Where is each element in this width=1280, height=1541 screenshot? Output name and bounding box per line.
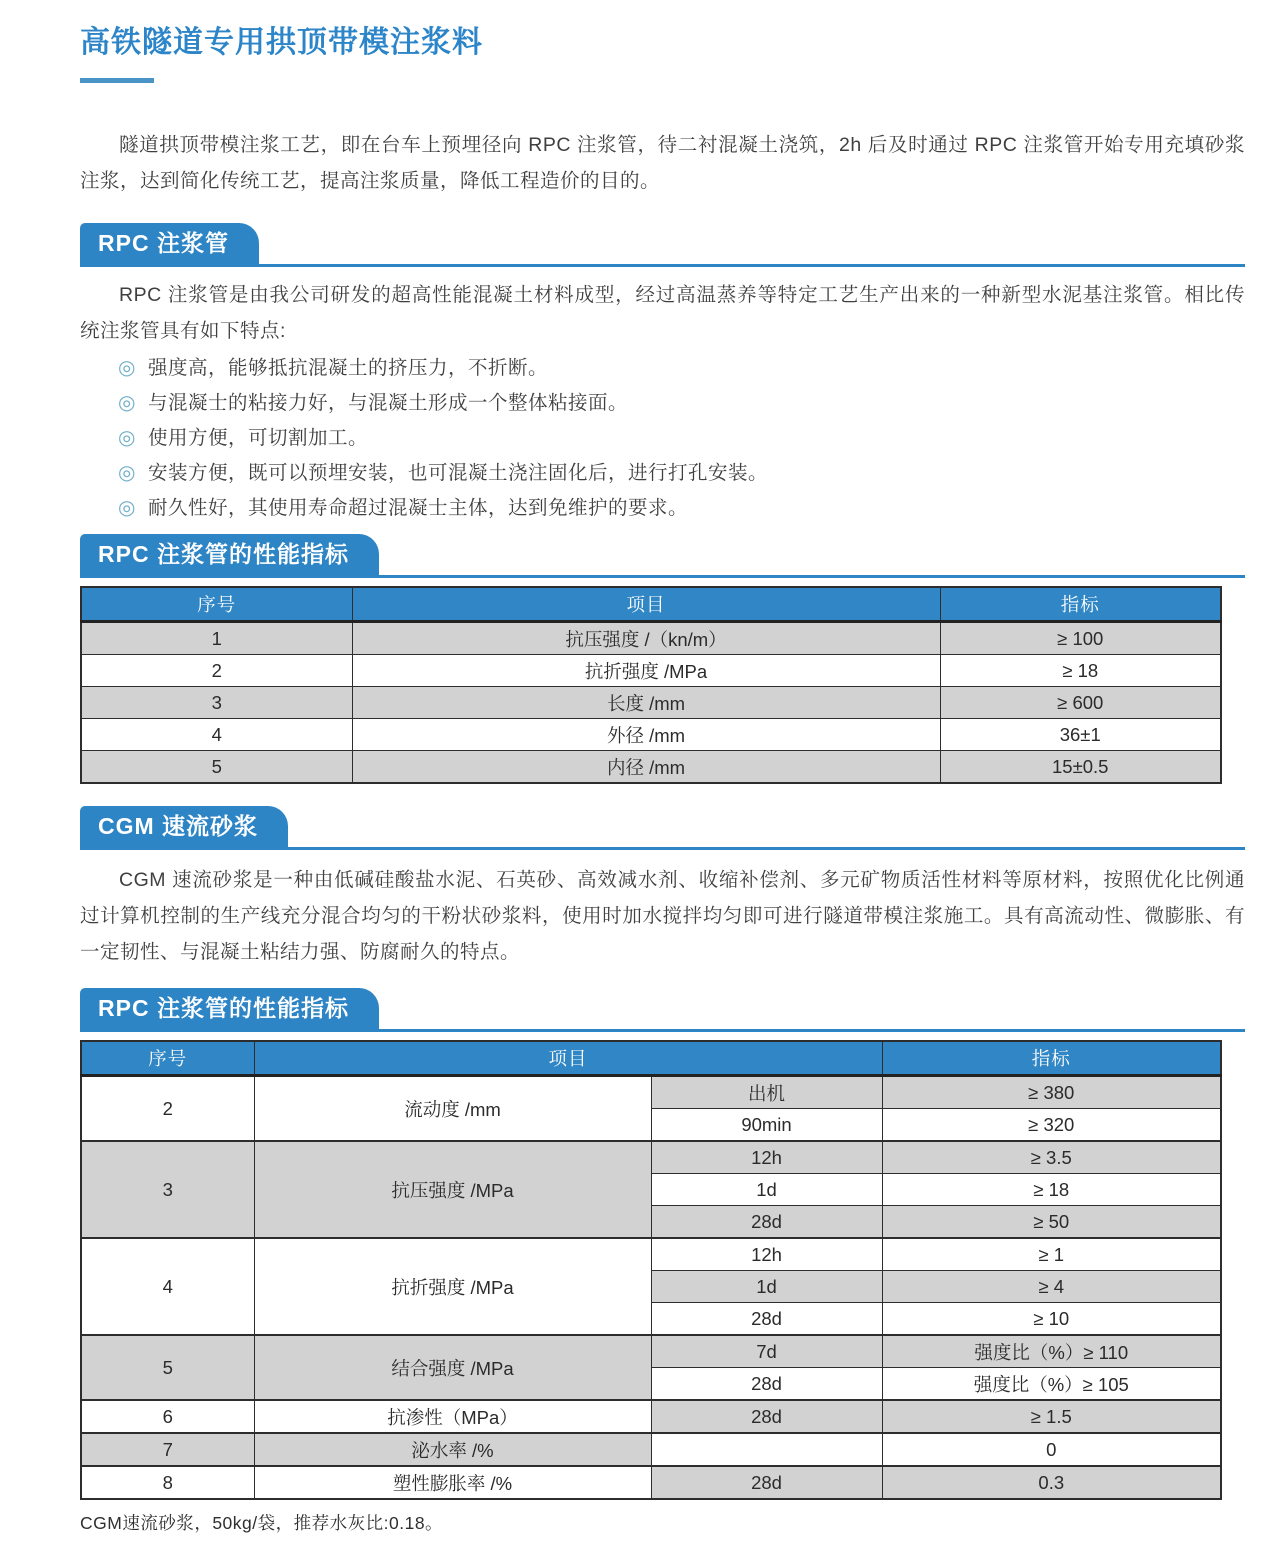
rpc-feature-list <box>80 351 1245 526</box>
table-cell: 出机 <box>651 1076 882 1109</box>
intro-paragraph: 隧道拱顶带模注浆工艺，即在台车上预埋径向 RPC 注浆管，待二衬混凝土浇筑，2h 后及时通过 RPC 注浆管开始专用充填砂浆注浆，达到简化传统工艺，提高注浆质量，降低工程造价的目的。 <box>80 134 1245 192</box>
table-cell: 8 <box>81 1466 254 1499</box>
table-cell: 6 <box>81 1400 254 1433</box>
table-cell: 抗压强度 /（kn/m） <box>352 622 940 655</box>
table-cell: 7 <box>81 1433 254 1466</box>
cgm-paragraph: CGM 速流砂浆是一种由低碱硅酸盐水泥、石英砂、高效减水剂、收缩补偿剂、多元矿物质活性材料等原材料，按照优化比例通过计算机控制的生产线充分混合均匀的干粉状砂浆料，使用时加水搅拌均匀即可进行隧道带模注浆施工。具有高流动性、微膨胀、有一定韧性、与混凝土粘结力强、防腐耐久的特点。 <box>80 869 1245 963</box>
table-cell: ≥ 18 <box>940 655 1221 687</box>
list-item <box>118 386 1245 421</box>
table-header-row <box>81 1041 1221 1076</box>
table-row <box>81 655 1221 687</box>
double-circle-bullet-icon: ◎ <box>118 427 136 449</box>
table-cell: 流动度 /mm <box>254 1076 651 1142</box>
double-circle-bullet-icon: ◎ <box>118 462 136 484</box>
double-circle-bullet-icon: ◎ <box>118 357 136 379</box>
table-cell <box>651 1433 882 1466</box>
section-tab-cgm-specs: RPC 注浆管的性能指标 <box>80 988 379 1029</box>
column-header-index: 指标 <box>882 1041 1221 1076</box>
bullet-text: 安装方便，既可以预埋安装，也可混凝土浇注固化后，进行打孔安装。 <box>147 462 768 484</box>
column-header-no: 序号 <box>81 587 352 622</box>
table-cell: 强度比（%）≥ 105 <box>882 1368 1221 1401</box>
double-circle-bullet-icon: ◎ <box>118 392 136 414</box>
table-row <box>81 1141 1221 1174</box>
column-header-index: 指标 <box>940 587 1221 622</box>
rpc-spec-table <box>80 586 1222 784</box>
table-cell: 90min <box>651 1109 882 1142</box>
section-rule <box>80 847 1245 850</box>
table-row <box>81 1335 1221 1368</box>
table-cell: 1d <box>651 1174 882 1206</box>
table-cell: 5 <box>81 1335 254 1400</box>
table-cell: 1d <box>651 1271 882 1303</box>
table-cell: ≥ 10 <box>882 1303 1221 1336</box>
bullet-text: 耐久性好，其使用寿命超过混凝士主体，达到免维护的要求。 <box>147 497 688 519</box>
table-row <box>81 1076 1221 1109</box>
table-cell: ≥ 1 <box>882 1238 1221 1271</box>
table-cell: 3 <box>81 687 352 719</box>
column-header-item: 项目 <box>254 1041 882 1076</box>
table-row <box>81 1400 1221 1433</box>
section-header-cgm <box>80 806 1245 850</box>
table-cell: 28d <box>651 1368 882 1401</box>
table-cell: 4 <box>81 1238 254 1335</box>
section-rule <box>80 264 1245 267</box>
column-header-no: 序号 <box>81 1041 254 1076</box>
bullet-text: 强度高，能够抵抗混凝土的挤压力，不折断。 <box>147 357 548 379</box>
table-cell: 长度 /mm <box>352 687 940 719</box>
table-cell: 36±1 <box>940 719 1221 751</box>
table-cell: 1 <box>81 622 352 655</box>
table-cell: 28d <box>651 1400 882 1433</box>
section-tab-rpc: RPC 注浆管 <box>80 223 259 264</box>
table-cell: ≥ 4 <box>882 1271 1221 1303</box>
table-cell: ≥ 320 <box>882 1109 1221 1142</box>
table-footnote: CGM速流砂浆，50kg/袋，推荐水灰比:0.18。 <box>80 1513 444 1533</box>
list-item <box>118 351 1245 386</box>
double-circle-bullet-icon: ◎ <box>118 497 136 519</box>
table-cell: 7d <box>651 1335 882 1368</box>
section-rule <box>80 1029 1245 1032</box>
table-cell: 28d <box>651 1303 882 1336</box>
table-row <box>81 751 1221 784</box>
table-cell: 泌水率 /% <box>254 1433 651 1466</box>
section-header-rpc <box>80 223 1245 267</box>
table-cell: ≥ 3.5 <box>882 1141 1221 1174</box>
table-cell: 2 <box>81 1076 254 1142</box>
table-cell: 塑性膨胀率 /% <box>254 1466 651 1499</box>
table-cell: 抗折强度 /MPa <box>254 1238 651 1335</box>
table-cell: 12h <box>651 1238 882 1271</box>
table-cell: 抗渗性（MPa） <box>254 1400 651 1433</box>
bullet-text: 使用方便，可切割加工。 <box>147 427 368 449</box>
bullet-text: 与混凝士的粘接力好，与混凝土形成一个整体粘接面。 <box>147 392 628 414</box>
table-cell: 3 <box>81 1141 254 1238</box>
table-cell: 0.3 <box>882 1466 1221 1499</box>
table-row <box>81 1466 1221 1499</box>
cgm-spec-table <box>80 1040 1222 1500</box>
title-underline <box>80 78 154 83</box>
section-header-cgm-specs <box>80 988 1245 1032</box>
table-cell: 4 <box>81 719 352 751</box>
table-cell: ≥ 1.5 <box>882 1400 1221 1433</box>
table-cell: ≥ 100 <box>940 622 1221 655</box>
column-header-item: 项目 <box>352 587 940 622</box>
table-cell: ≥ 600 <box>940 687 1221 719</box>
section-rule <box>80 575 1245 578</box>
table-cell: 外径 /mm <box>352 719 940 751</box>
list-item <box>118 456 1245 491</box>
table-cell: ≥ 50 <box>882 1206 1221 1239</box>
table-cell: 5 <box>81 751 352 784</box>
table-cell: 强度比（%）≥ 110 <box>882 1335 1221 1368</box>
section-tab-cgm: CGM 速流砂浆 <box>80 806 288 847</box>
table-cell: 28d <box>651 1206 882 1239</box>
rpc-paragraph: RPC 注浆管是由我公司研发的超高性能混凝土材料成型，经过高温蒸养等特定工艺生产出来的一种新型水泥基注浆管。相比传统注浆管具有如下特点: <box>80 284 1245 342</box>
table-row <box>81 622 1221 655</box>
table-cell: 15±0.5 <box>940 751 1221 784</box>
list-item <box>118 491 1245 526</box>
table-cell: 结合强度 /MPa <box>254 1335 651 1400</box>
section-header-rpc-specs <box>80 534 1245 578</box>
table-row <box>81 719 1221 751</box>
table-cell: 12h <box>651 1141 882 1174</box>
table-cell: ≥ 380 <box>882 1076 1221 1109</box>
list-item <box>118 421 1245 456</box>
page-title: 高铁隧道专用拱顶带模注浆料 <box>80 26 483 59</box>
table-cell: 2 <box>81 655 352 687</box>
table-row <box>81 1238 1221 1271</box>
table-cell: 28d <box>651 1466 882 1499</box>
table-cell: 内径 /mm <box>352 751 940 784</box>
table-header-row <box>81 587 1221 622</box>
table-cell: ≥ 18 <box>882 1174 1221 1206</box>
table-row <box>81 687 1221 719</box>
table-cell: 0 <box>882 1433 1221 1466</box>
section-tab-rpc-specs: RPC 注浆管的性能指标 <box>80 534 379 575</box>
table-cell: 抗折强度 /MPa <box>352 655 940 687</box>
table-cell: 抗压强度 /MPa <box>254 1141 651 1238</box>
table-row <box>81 1433 1221 1466</box>
